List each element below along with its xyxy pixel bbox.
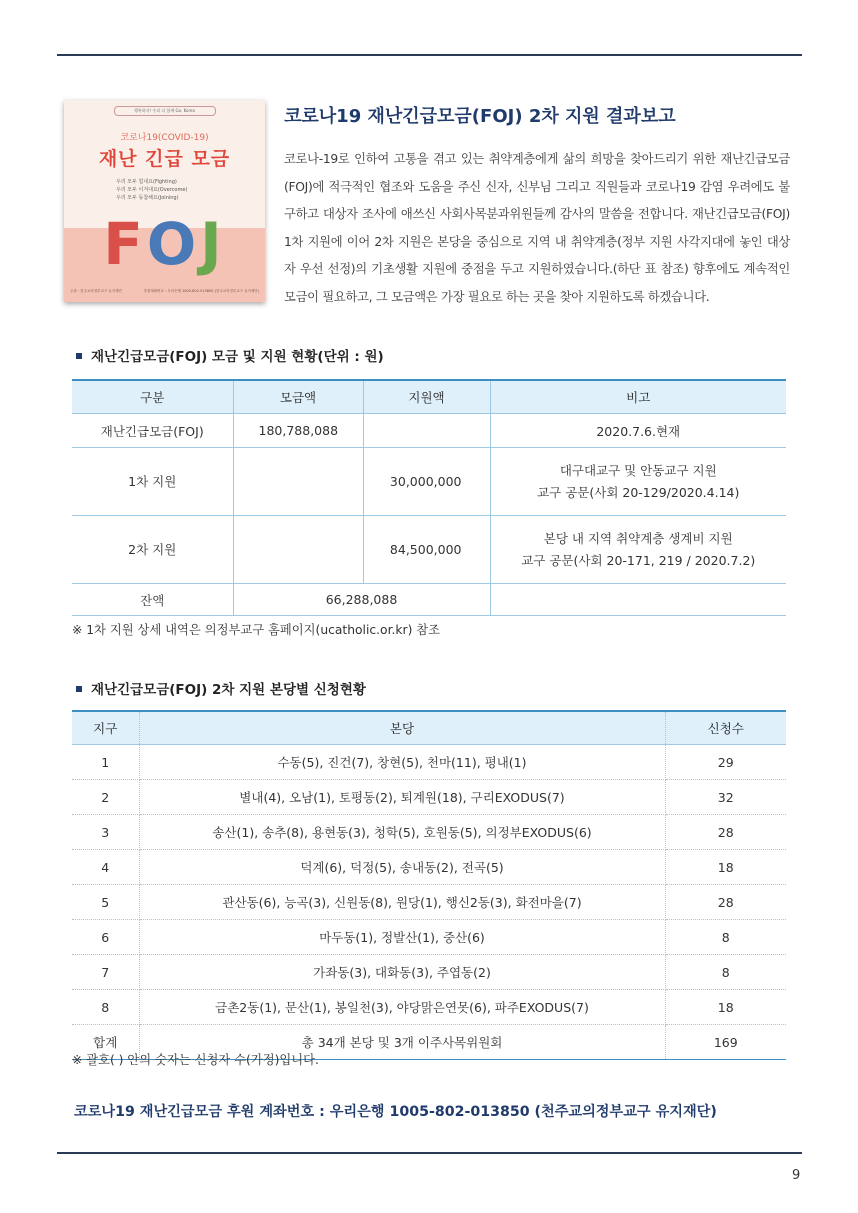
count-cell: 8: [665, 920, 786, 955]
column-header: 구분: [72, 380, 233, 414]
support-cell: 30,000,000: [363, 448, 490, 516]
poster-headline: 재난 긴급 모금: [98, 148, 231, 170]
parishes-cell: 송산(1), 송추(8), 용현동(3), 청학(5), 호원동(5), 의정부EXODUS(6): [139, 815, 665, 850]
poster-slogan: 우리 모두 동참해요(Joining): [116, 195, 179, 201]
poster-footer-right: 후원계좌번호 : 우리은행 1005-802-013850 (천주교의정부교구 유지재단): [143, 289, 259, 293]
table-row: [72, 990, 786, 1025]
parishes-cell: 별내(4), 오남(1), 토평동(2), 퇴계원(18), 구리EXODUS(7): [139, 780, 665, 815]
poster-subtitle: 코로나19(COVID-19): [120, 133, 209, 143]
column-header: 지원액: [363, 380, 490, 414]
note-cell: 2020.7.6.현재: [490, 414, 786, 448]
table-row: [72, 414, 786, 448]
section-heading-text: 재난긴급모금(FOJ) 2차 지원 본당별 신청현황: [91, 682, 366, 698]
donation-account-info: 코로나19 재난긴급모금 후원 계좌번호 : 우리은행 1005-802-013850 (천주교의정부교구 유지재단): [74, 1104, 717, 1120]
poster-slogans: [116, 178, 236, 202]
section-heading-fundraising: [76, 345, 384, 365]
top-rule: [57, 54, 802, 56]
section-heading-text: 재난긴급모금(FOJ) 모금 및 지원 현황(단위 : 원): [91, 349, 384, 365]
parishes-cell: 수동(5), 진건(7), 창현(5), 천마(11), 평내(1): [139, 745, 665, 780]
count-cell: 18: [665, 990, 786, 1025]
count-cell: 28: [665, 885, 786, 920]
district-cell: 3: [72, 815, 139, 850]
logo-letter-f: F: [103, 210, 147, 278]
page-number: 9: [792, 1168, 801, 1183]
count-cell: 32: [665, 780, 786, 815]
count-cell: 18: [665, 850, 786, 885]
district-cell: 2: [72, 780, 139, 815]
category-cell: 재난긴급모금(FOJ): [72, 414, 233, 448]
note-line: 교구 공문(사회 20-171, 219 / 2020.7.2): [521, 552, 756, 568]
square-bullet-icon: [76, 686, 82, 692]
district-cell: 합계: [72, 1025, 139, 1060]
poster-tagline: 행복하자! 우리 다 함께 Go, Korea: [134, 108, 195, 113]
note-cell: [490, 516, 786, 584]
balance-label-cell: 잔액: [72, 584, 233, 616]
note-cell: [490, 448, 786, 516]
note-line: 본당 내 지역 취약계층 생계비 지원: [543, 530, 733, 546]
fundraising-status-table: [72, 379, 786, 616]
table-row: [72, 780, 786, 815]
logo-letter-j: J: [200, 210, 226, 278]
table-footnote: ※ 괄호( ) 안의 숫자는 신청자 수(가정)입니다.: [72, 1053, 319, 1067]
table-row: [72, 920, 786, 955]
parishes-cell: 총 34개 본당 및 3개 이주사목위원회: [139, 1025, 665, 1060]
parish-applications-table: [72, 710, 786, 1060]
square-bullet-icon: [76, 353, 82, 359]
category-cell: 1차 지원: [72, 448, 233, 516]
report-title: 코로나19 재난긴급모금(FOJ) 2차 지원 결과보고: [284, 106, 676, 127]
table-row: [72, 850, 786, 885]
raised-cell: [233, 448, 363, 516]
count-cell: 169: [665, 1025, 786, 1060]
table-row: [72, 955, 786, 990]
table-row: [72, 885, 786, 920]
district-cell: 4: [72, 850, 139, 885]
poster-footer: [70, 289, 259, 294]
count-cell: 28: [665, 815, 786, 850]
table-row-balance: [72, 584, 786, 616]
table-row: [72, 516, 786, 584]
parishes-cell: 마두동(1), 정발산(1), 중산(6): [139, 920, 665, 955]
parishes-cell: 관산동(6), 능곡(3), 신원동(8), 원당(1), 행신2동(3), 화전마을(7): [139, 885, 665, 920]
bottom-rule: [57, 1152, 802, 1154]
parishes-cell: 가좌동(3), 대화동(3), 주엽동(2): [139, 955, 665, 990]
table-row: [72, 448, 786, 516]
column-header: 모금액: [233, 380, 363, 414]
raised-cell: 180,788,088: [233, 414, 363, 448]
note-line: 교구 공문(사회 20-129/2020.4.14): [537, 484, 740, 500]
parishes-cell: 금촌2동(1), 문산(1), 봉일천(3), 야당맑은연못(6), 파주EXODUS(7): [139, 990, 665, 1025]
count-cell: 8: [665, 955, 786, 990]
logo-letter-o: O: [146, 210, 201, 278]
district-cell: 8: [72, 990, 139, 1025]
table-row: [72, 745, 786, 780]
note-line: 대구대교구 및 안동교구 지원: [559, 462, 717, 478]
section-heading-parish-applications: [76, 678, 366, 698]
poster-slogan: 우리 모두 이겨내요(Overcome): [116, 187, 188, 193]
note-cell: [490, 584, 786, 616]
table-header-row: [72, 380, 786, 414]
parishes-cell: 덕계(6), 덕정(5), 송내동(2), 전곡(5): [139, 850, 665, 885]
district-cell: 7: [72, 955, 139, 990]
column-header: 본당: [139, 711, 665, 745]
table-footnote: ※ 1차 지원 상세 내역은 의정부교구 홈페이지(ucatholic.or.kr) 참조: [72, 623, 441, 637]
poster-footer-left: 주관 : 천주교의정부교구 유지재단: [70, 289, 122, 293]
count-cell: 29: [665, 745, 786, 780]
poster-slogan: 우리 모두 힘내요(Fighting): [116, 179, 177, 185]
column-header: 지구: [72, 711, 139, 745]
support-cell: [363, 414, 490, 448]
report-intro-paragraph: 코로나-19로 인하여 고통을 겪고 있는 취약계층에게 삶의 희망을 찾아드리기 위한 재난긴급모금(FOJ)에 적극적인 협조와 도움을 주신 신자, 신부님 그리고 직원들과 코로나19 감염 우려에도 불구하고 대상자 조사에 애쓰신 사회사목분과위원들께 감사의 말씀을 전합니다. 재난긴급모금(FOJ) 1차 지원에 이어 2차 지원은 본당을 중심으로 지역 내 취약계층(정부 지원 사각지대에 놓인 대상자 우선 선정)의 기초생활 지원에 중점을 두고 지원하였습니다.(하단 표 참조) 향후에도 계속적인 모금이 필요하고, 그 모금액은 가장 필요로 하는 곳을 찾아 지원하도록 하겠습니다.: [284, 152, 790, 304]
campaign-poster: [64, 100, 265, 302]
table-header-row: [72, 711, 786, 745]
column-header: 비고: [490, 380, 786, 414]
district-cell: 6: [72, 920, 139, 955]
table-row: [72, 815, 786, 850]
column-header: 신청수: [665, 711, 786, 745]
category-cell: 2차 지원: [72, 516, 233, 584]
support-cell: 84,500,000: [363, 516, 490, 584]
raised-cell: [233, 516, 363, 584]
district-cell: 1: [72, 745, 139, 780]
foj-logo: [64, 210, 265, 278]
district-cell: 5: [72, 885, 139, 920]
balance-value-cell: 66,288,088: [233, 584, 490, 616]
